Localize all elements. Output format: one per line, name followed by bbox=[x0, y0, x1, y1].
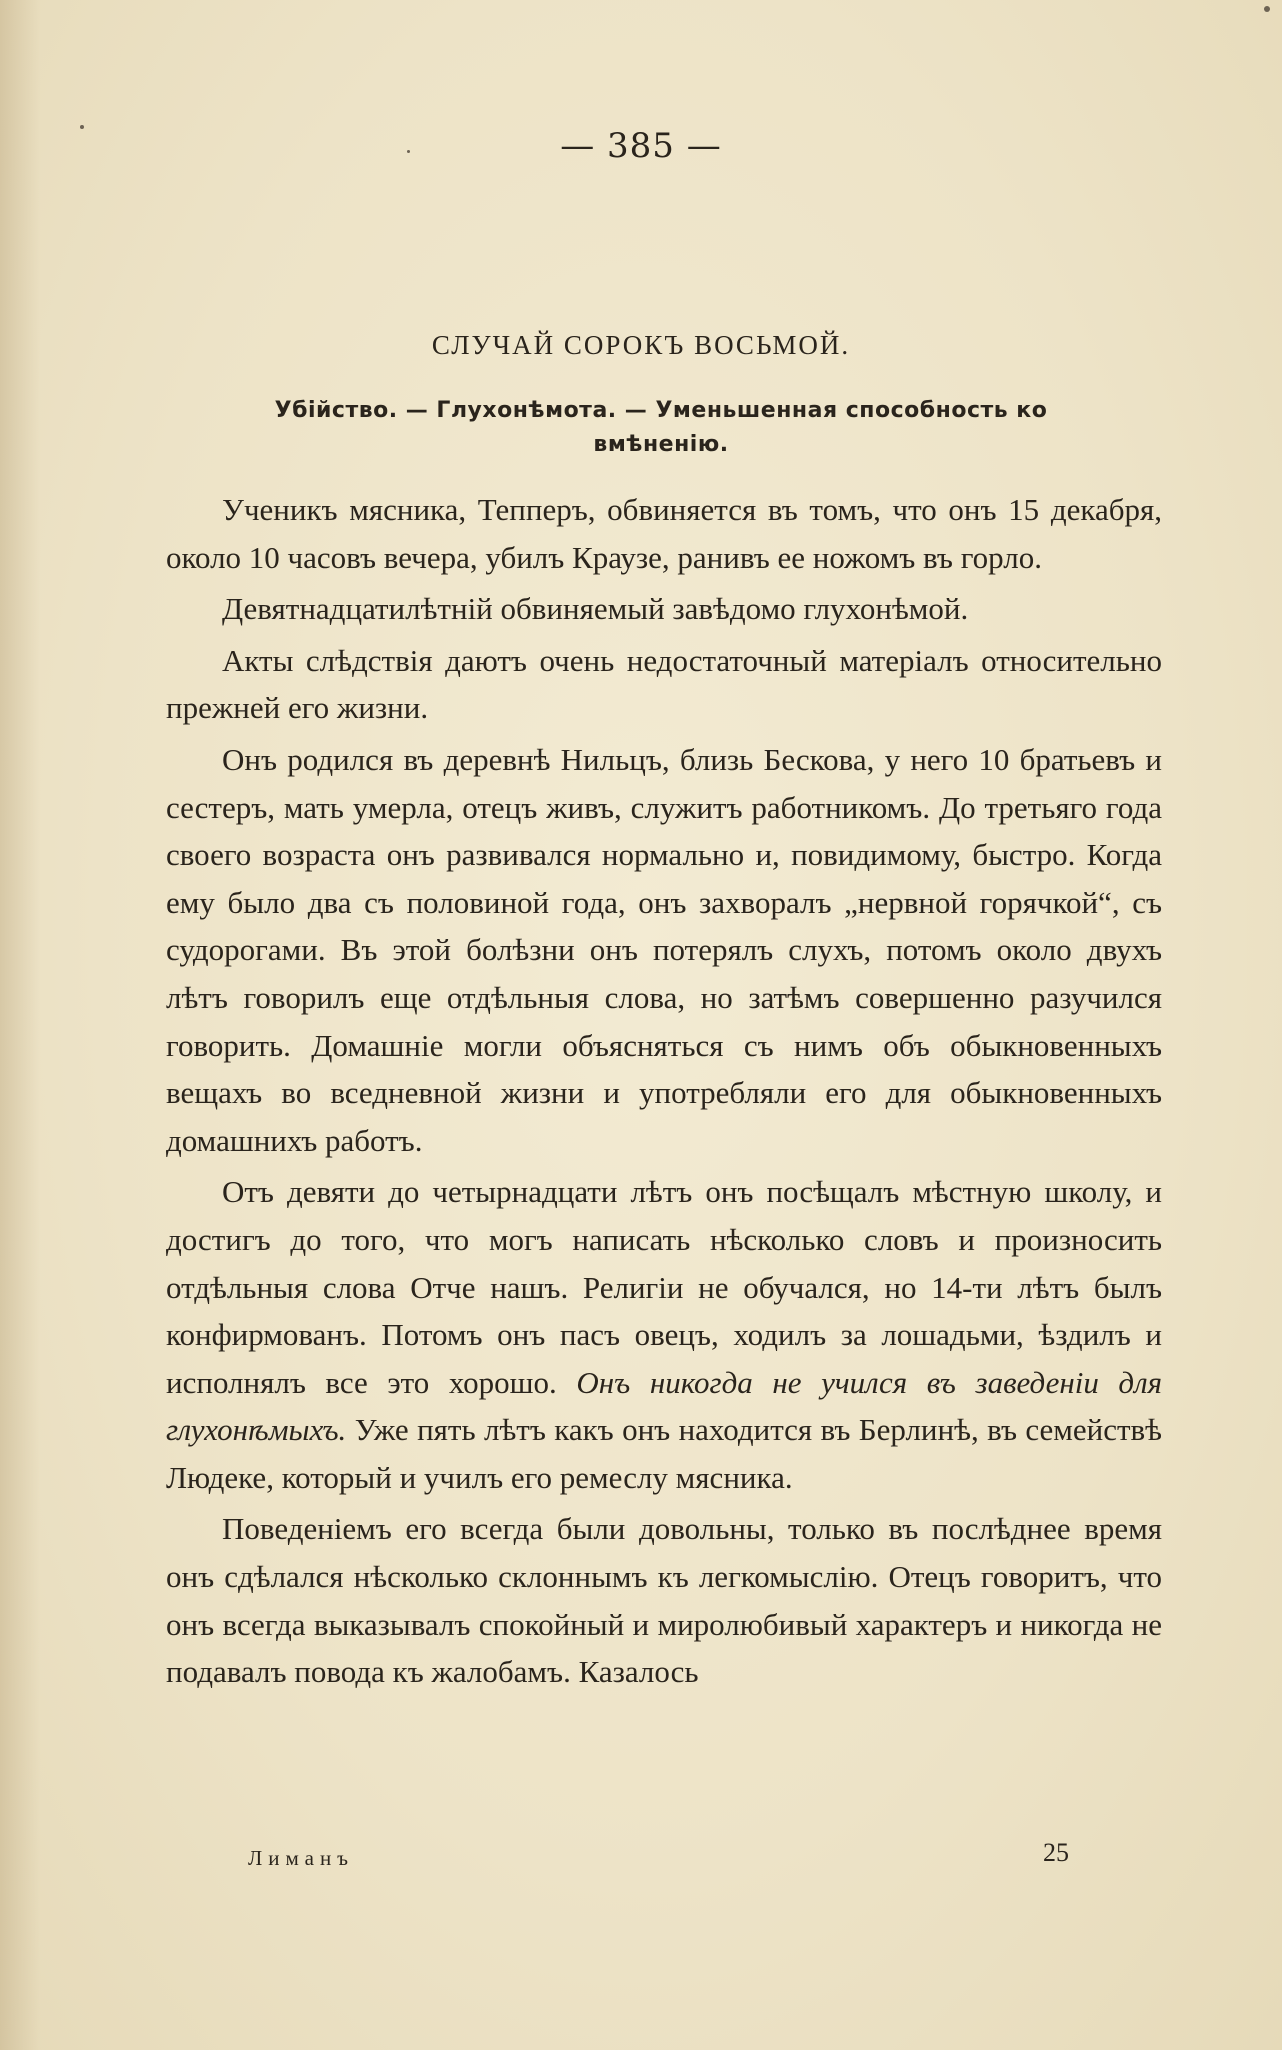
page-number: — 385 — bbox=[560, 126, 722, 166]
paragraph-5 bbox=[166, 1168, 1162, 1501]
ink-speck bbox=[1264, 6, 1270, 12]
case-subtitle: Убійство. — Глухонѣмота. — Уменьшенная способность ко вмѣненію. bbox=[274, 398, 1048, 457]
footer-signature-mark: 25 bbox=[1043, 1838, 1069, 1867]
footer-author: Лиманъ bbox=[248, 1846, 355, 1870]
paragraph-5-text-before: Отъ девяти до четырнадцати лѣтъ онъ посѣщалъ мѣстную школу, и достигъ до того, что могъ написать нѣсколько словъ и произносить отдѣльныя слова Отче нашъ. Религіи не обучался, но 14-ти лѣтъ былъ конфирмованъ. Потомъ онъ пасъ овецъ, ходилъ за лошадьми, ѣздилъ и исполнялъ все это хорошо. bbox=[166, 1174, 1162, 1400]
paragraph-6: Поведеніемъ его всегда были довольны, только въ послѣднее время онъ сдѣлался нѣсколько склоннымъ къ легкомыслію. Отецъ говоритъ, что онъ всегда выказывалъ спокойный и миролюбивый характеръ и никогда не подавалъ повода къ жалобамъ. Казалось bbox=[166, 1511, 1162, 1690]
paragraph-2: Девятнадцатилѣтній обвиняемый завѣдомо глухонѣмой. bbox=[222, 591, 969, 627]
paragraph-3: Акты слѣдствія даютъ очень недостаточный матеріалъ относительно прежней его жизни. bbox=[166, 642, 1162, 726]
paragraph-5-text-after: Уже пять лѣтъ какъ онъ находится въ Берлинѣ, въ семействѣ Людеке, который и училъ его ремеслу мясника. bbox=[166, 1412, 1162, 1495]
paragraph-4: Онъ родился въ деревнѣ Нильцъ, близь Бескова, у него 10 братьевъ и сестеръ, мать умерла, отецъ живъ, служитъ работникомъ. До третьяго года своего возраста онъ развивался нормально и, повидимому, быстро. Когда ему было два съ половиной года, онъ захворалъ „нервной горячкой“, съ судорогами. Въ этой болѣзни онъ потерялъ слухъ, потомъ около двухъ лѣтъ говорилъ еще отдѣльныя слова, но затѣмъ совершенно разучился говорить. Домашніе могли объясняться съ нимъ объ обыкновенныхъ вещахъ во вседневной жизни и употребляли его для обыкновенныхъ домашнихъ работъ. bbox=[166, 741, 1162, 1158]
paragraph-5-italic-emphasis: Онъ никогда не учился въ заведеніи для глухонѣмыхъ. bbox=[166, 1364, 1163, 1448]
paragraph-1: Ученикъ мясника, Тепперъ, обвиняется въ томъ, что онъ 15 декабря, около 10 часовъ вечера, убилъ Краузе, ранивъ ее ножомъ въ горло. bbox=[166, 492, 1162, 575]
page-edge-shadow bbox=[0, 0, 40, 2050]
case-title: СЛУЧАЙ СОРОКЪ ВОСЬМОЙ. bbox=[431, 330, 851, 360]
body-text bbox=[166, 486, 1162, 1700]
